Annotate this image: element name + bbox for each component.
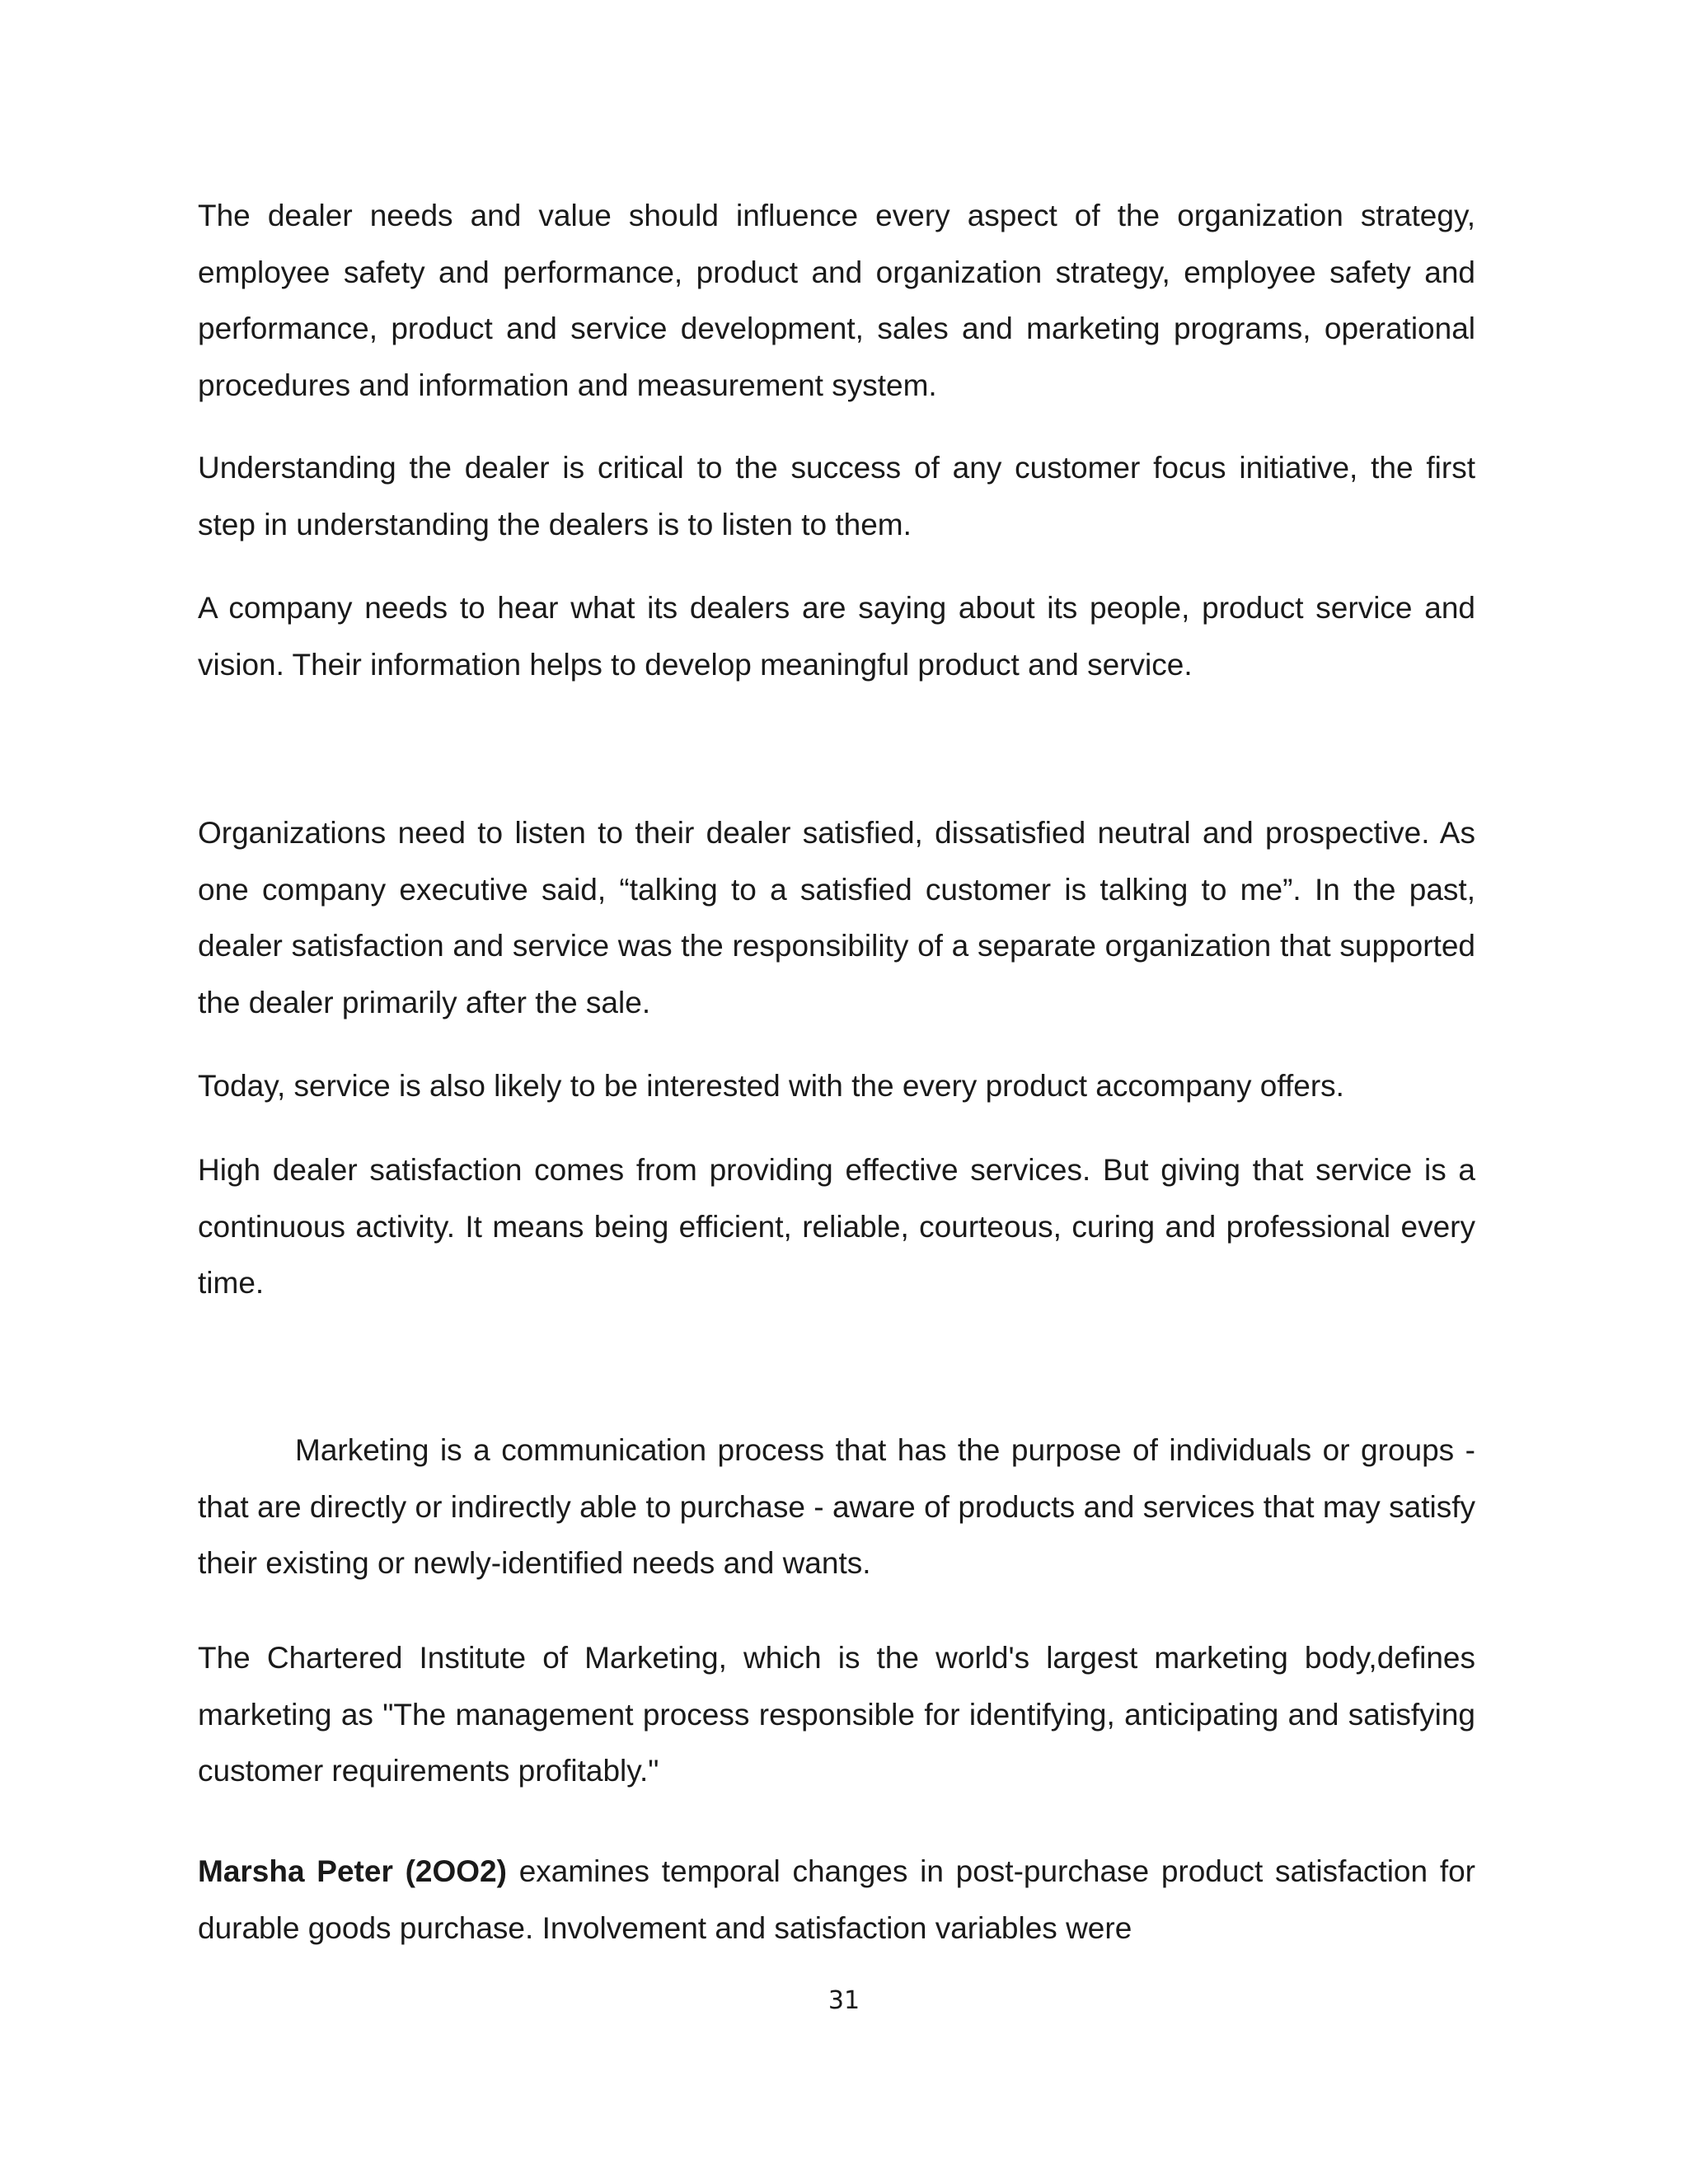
paragraph-text: Understanding the dealer is critical to the success of any customer focus initiative, the first step in understanding the dealers is to listen to them. [198,451,1475,541]
paragraph-text: The dealer needs and value should influence every aspect of the organization strategy, employee safety and performance, product and organization strategy, employee safety and performance, product and service development, sales and marketing programs, operational procedures and information and measurement system. [198,199,1475,402]
paragraph-body: examines temporal changes in post-purchase product satisfaction for durable goods purchase. Involvement and satisfaction variables were [198,1854,1475,1945]
paragraph-text: High dealer satisfaction comes from providing effective services. But giving that service is a continuous activity. It means being efficient, reliable, courteous, curing and professional every time. [198,1153,1475,1300]
author-citation: Marsha Peter (2OO2) [198,1854,507,1888]
paragraph-text: Marketing is a communication process that has the purpose of individuals or groups - that are directly or indirectly able to purchase - aware of products and services that may satisfy their existing or newly-identified needs and wants. [198,1433,1475,1580]
paragraph-chartered-institute [198,1630,1475,1800]
paragraph-marketing-definition [198,1422,1475,1592]
paragraph-dealer-needs [198,188,1475,414]
paragraph-high-satisfaction [198,1142,1475,1312]
paragraph-today-service [198,1058,1475,1115]
paragraph-text: Today, service is also likely to be interested with the every product accompany offers. [198,1069,1344,1103]
paragraph-company-needs [198,580,1475,693]
paragraph-text: A company needs to hear what its dealers are saying about its people, product service and vision. Their information helps to develop meaningful product and service. [198,591,1475,682]
paragraph-marsha-peter [198,1844,1475,1957]
paragraph-text: The Chartered Institute of Marketing, which is the world's largest marketing body,defines marketing as "The management process responsible for identifying, anticipating and satisfying customer requirements profitably." [198,1641,1475,1788]
paragraph-text: Organizations need to listen to their dealer satisfied, dissatisfied neutral and prospective. As one company executive said, “talking to a satisfied customer is talking to me”. In the past, dealer satisfaction and service was the responsibility of a separate organization that supported the dealer primarily after the sale. [198,816,1475,1019]
page-number: 31 [828,1986,860,2015]
paragraph-text [198,1844,1475,1957]
paragraph-understanding-dealer [198,440,1475,553]
paragraph-organizations-listen [198,805,1475,1031]
